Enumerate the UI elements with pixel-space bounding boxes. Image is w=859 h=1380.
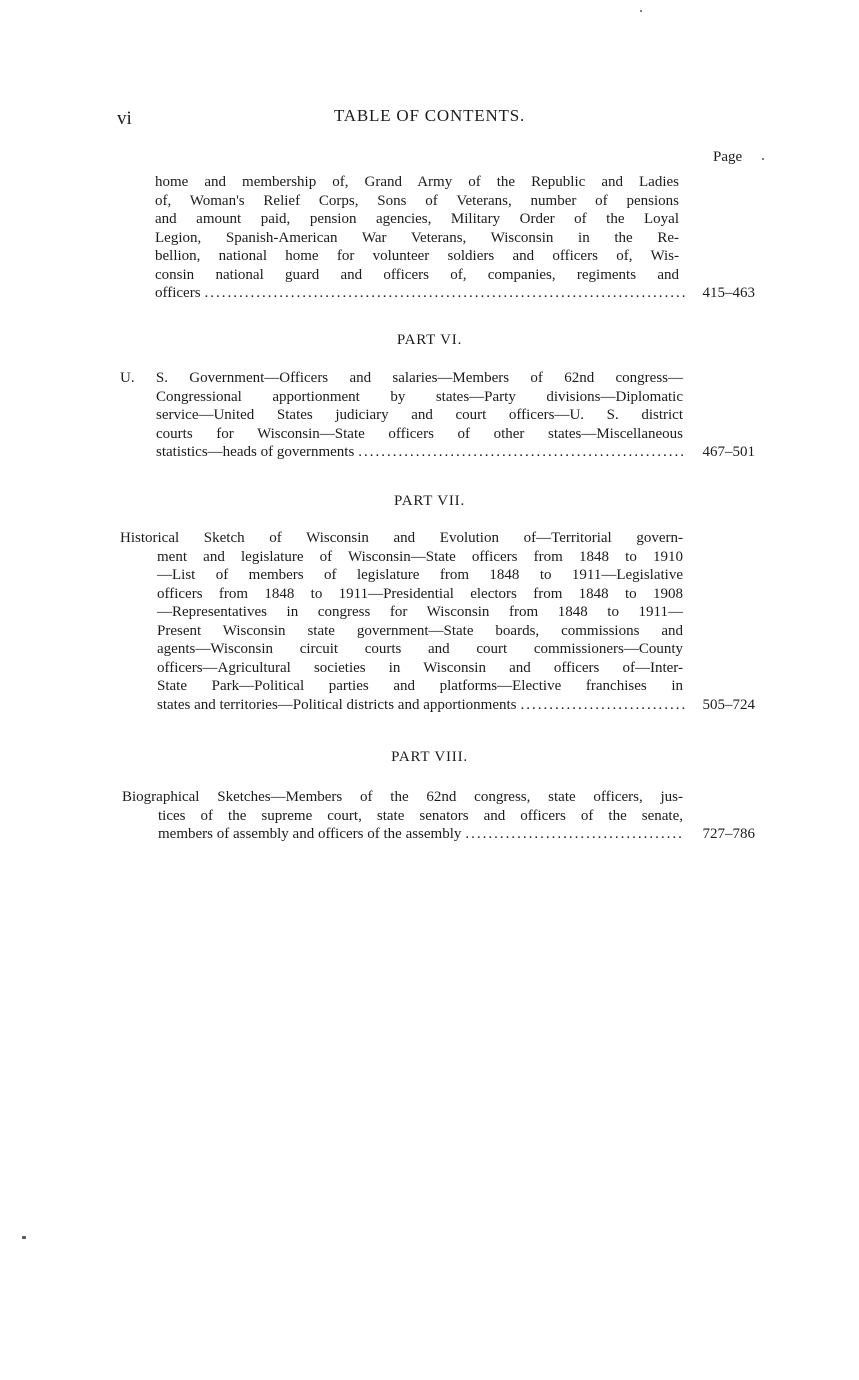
scan-speck [22, 1236, 26, 1239]
toc-entry-part-vi [120, 369, 755, 462]
entry-line: officers from 1848 to 1911—Presidential electors from 1848 to 1908 [157, 585, 683, 602]
entry-line: courts for Wisconsin—State officers of other states—Miscellaneous [156, 425, 683, 442]
entry-line: bellion, national home for volunteer soldiers and officers of, Wis- [155, 248, 679, 264]
entry-line: ment and legislature of Wisconsin—State officers from 1848 to 1910 [157, 548, 683, 565]
part-viii-heading: PART VIII. [391, 749, 468, 765]
page-range: 727–786 [702, 826, 755, 842]
toc-entry-part-vii [120, 529, 755, 714]
entry-last-line: members of assembly and officers of the assembly [158, 826, 462, 842]
entry-line: tices of the supreme court, state senators and officers of the senate, [158, 807, 683, 824]
part-vi-heading: PART VI. [396, 332, 463, 348]
entry-last-line: officers [155, 285, 201, 301]
entry-last-line: states and territories—Political districts and apportionments [157, 696, 517, 713]
entry-line: —List of members of legislature from 1848 to 1911—Legislative [157, 567, 683, 583]
page-range: 415–463 [702, 285, 755, 301]
toc-entry-part-viii [122, 788, 755, 844]
entry-line: agents—Wisconsin circuit courts and court commissioners—County [157, 641, 683, 657]
scan-speck [640, 10, 642, 12]
page-number: vi [117, 108, 132, 129]
dot-leader [358, 443, 684, 462]
entry-line: Present Wisconsin state government—State boards, commissions and [157, 622, 683, 639]
page-range: 467–501 [702, 444, 755, 460]
entry-line: —Representatives in congress for Wisconsin from 1848 to 1911— [157, 604, 683, 620]
entry-line: Legion, Spanish-American War Veterans, Wisconsin in the Re- [155, 229, 679, 246]
entry-line: home and membership of, Grand Army of the Republic and Ladies [155, 174, 679, 190]
entry-last-line: statistics—heads of governments [156, 444, 355, 460]
page-title: TABLE OF CONTENTS. [333, 106, 526, 125]
entry-line: consin national guard and officers of, companies, regiments and [155, 266, 679, 283]
part-vii-heading: PART VII. [393, 493, 466, 509]
entry-line: and amount paid, pension agencies, Military Order of the Loyal [155, 211, 679, 227]
page-range: 505–724 [702, 696, 755, 713]
dot-leader [205, 284, 685, 303]
entry-line: of, Woman's Relief Corps, Sons of Veterans, number of pensions [155, 192, 679, 209]
entry-line: service—United States judiciary and court officers—U. S. district [156, 407, 683, 423]
entry-line: U. S. Government—Officers and salaries—Members of 62nd congress— [120, 370, 683, 386]
scan-speck [762, 158, 764, 160]
entry-line: Biographical Sketches—Members of the 62nd congress, state officers, jus- [122, 789, 683, 805]
dot-leader [521, 696, 685, 715]
entry-line: Historical Sketch of Wisconsin and Evolution of—Territorial govern- [120, 530, 683, 546]
entry-line: officers—Agricultural societies in Wisconsin and officers of—Inter- [157, 659, 683, 676]
dot-leader [465, 825, 684, 844]
entry-line: State Park—Political parties and platforms—Elective franchises in [157, 678, 683, 694]
entry-line: Congressional apportionment by states—Party divisions—Diplomatic [156, 388, 683, 405]
toc-entry-continuation [155, 173, 755, 303]
page-column-label: Page [713, 149, 743, 165]
